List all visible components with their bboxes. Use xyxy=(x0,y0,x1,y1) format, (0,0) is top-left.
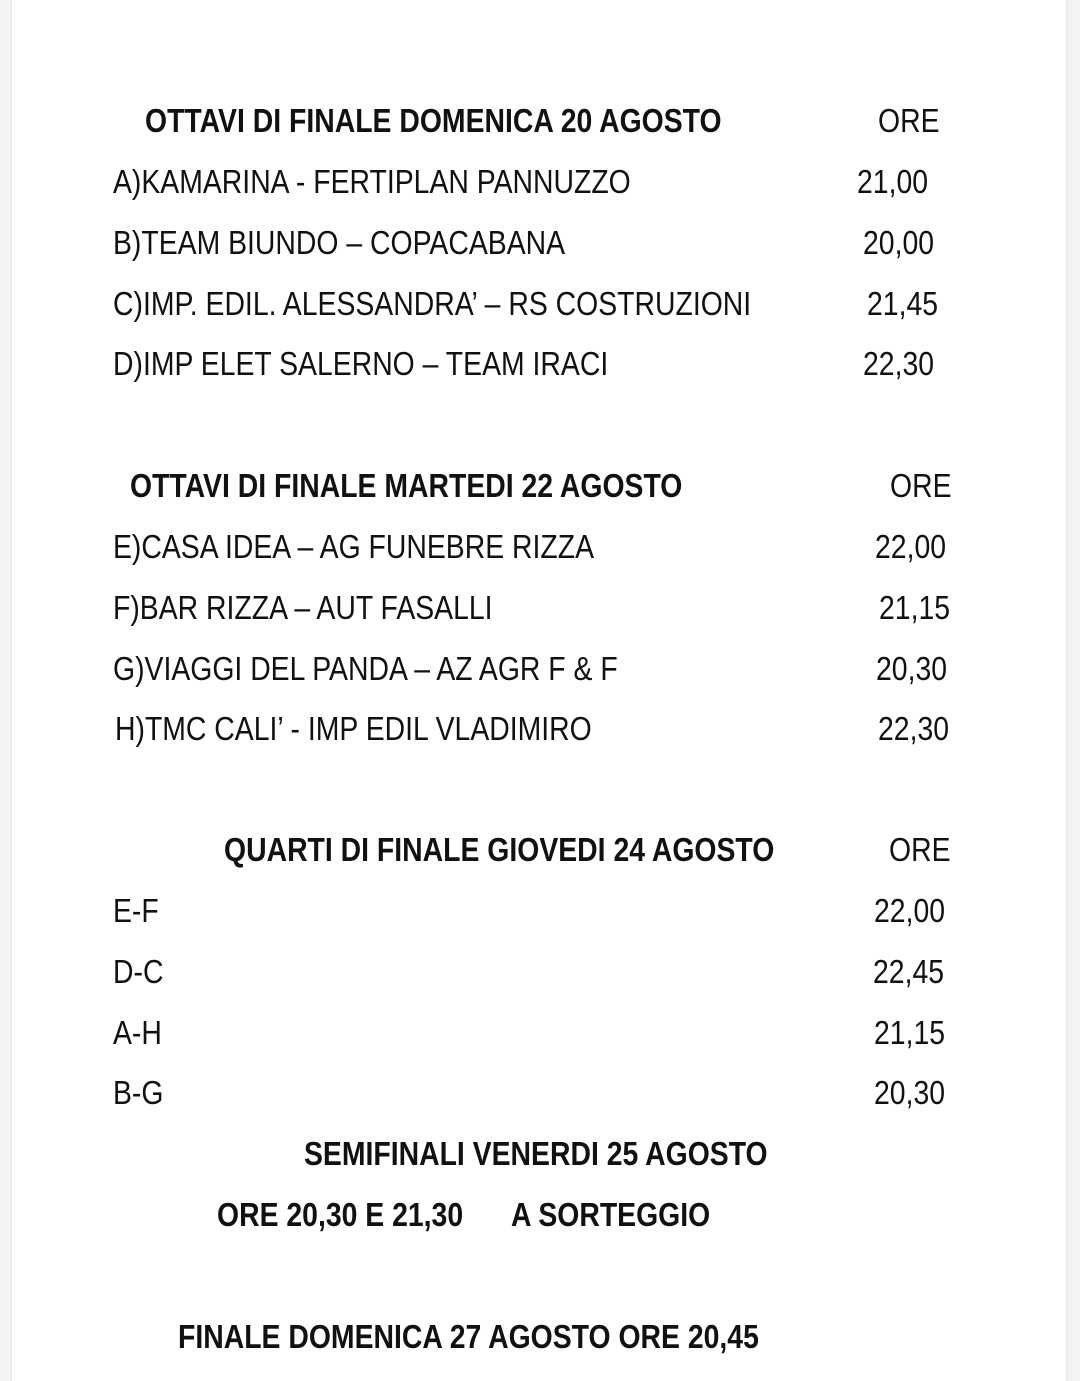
match-row-label: D)IMP ELET SALERNO – TEAM IRACI xyxy=(113,345,609,382)
match-row-label: D-C xyxy=(113,953,164,990)
section-1-heading: OTTAVI DI FINALE DOMENICA 20 AGOSTO xyxy=(145,102,722,139)
semifinals-heading: SEMIFINALI VENERDI 25 AGOSTO xyxy=(304,1135,768,1172)
document-page xyxy=(12,0,1066,1381)
match-row-label: E-F xyxy=(113,892,159,929)
match-row-label: B)TEAM BIUNDO – COPACABANA xyxy=(113,224,566,261)
match-row-time: 20,30 xyxy=(876,650,948,687)
match-row-time: 20,00 xyxy=(863,224,935,261)
section-3-heading: QUARTI DI FINALE GIOVEDI 24 AGOSTO xyxy=(224,831,775,868)
match-row-time: 21,15 xyxy=(874,1014,946,1051)
match-row-time: 20,30 xyxy=(874,1074,946,1111)
match-row-time: 22,00 xyxy=(874,892,946,929)
section-3-time-header: ORE xyxy=(889,831,951,868)
final-heading: FINALE DOMENICA 27 AGOSTO ORE 20,45 xyxy=(178,1318,759,1355)
match-row-label: F)BAR RIZZA – AUT FASALLI xyxy=(113,589,493,626)
section-1-time-header: ORE xyxy=(878,102,940,139)
match-row-label: H)TMC CALI’ - IMP EDIL VLADIMIRO xyxy=(115,710,592,747)
section-2-time-header: ORE xyxy=(890,467,952,504)
match-row-label: C)IMP. EDIL. ALESSANDRA’ – RS COSTRUZIONI xyxy=(113,285,752,322)
match-row-label: G)VIAGGI DEL PANDA – AZ AGR F & F xyxy=(113,650,618,687)
match-row-time: 21,45 xyxy=(867,285,939,322)
match-row-label: A-H xyxy=(113,1014,162,1051)
match-row-time: 22,00 xyxy=(875,528,947,565)
match-row-time: 21,15 xyxy=(879,589,951,626)
match-row-time: 22,30 xyxy=(878,710,950,747)
match-row-time: 21,00 xyxy=(857,163,929,200)
section-2-heading: OTTAVI DI FINALE MARTEDI 22 AGOSTO xyxy=(130,467,683,504)
match-row-time: 22,45 xyxy=(873,953,945,990)
match-row-label: B-G xyxy=(113,1074,164,1111)
match-row-time: 22,30 xyxy=(863,345,935,382)
semifinals-times: ORE 20,30 E 21,30 xyxy=(217,1196,464,1233)
match-row-label: E)CASA IDEA – AG FUNEBRE RIZZA xyxy=(113,528,595,565)
match-row-label: A)KAMARINA - FERTIPLAN PANNUZZO xyxy=(113,163,631,200)
semifinals-note: A SORTEGGIO xyxy=(511,1196,711,1233)
